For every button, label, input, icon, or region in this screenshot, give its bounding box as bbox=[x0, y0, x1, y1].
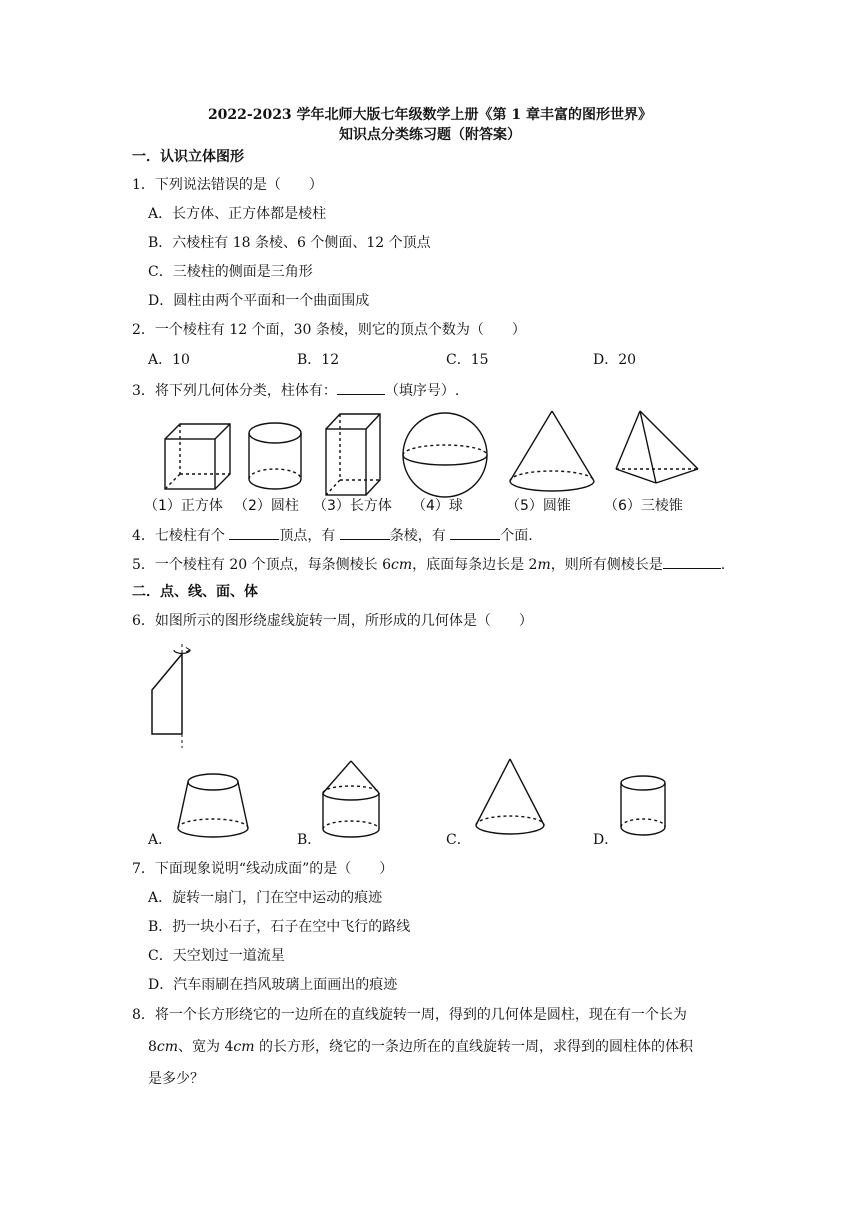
question-7-option-b: B．扔一块小石子，石子在空中飞行的路线 bbox=[148, 919, 411, 935]
frustum-figure bbox=[178, 774, 248, 837]
question-2-stem: 2．一个棱柱有 12 个面，30 条棱，则它的顶点个数为（ ） bbox=[132, 322, 526, 338]
cone-on-cylinder-figure bbox=[323, 761, 379, 837]
question-2-option-b: B．12 bbox=[297, 352, 340, 368]
question-1-option-d: D．圆柱由两个平面和一个曲面围成 bbox=[148, 293, 370, 309]
page-title: 2022-2023 学年北师大版七年级数学上册《第 1 章丰富的图形世界》 bbox=[207, 107, 653, 123]
question-1-stem: 1．下列说法错误的是（ ） bbox=[132, 177, 323, 193]
question-7-option-a: A．旋转一扇门，门在空中运动的痕迹 bbox=[148, 890, 383, 906]
sphere-figure bbox=[403, 413, 487, 497]
cube-figure bbox=[165, 424, 230, 489]
question-8-text-a: 8 bbox=[148, 1039, 157, 1055]
question-8-text-c: 的长方形，绕它的一条边所在的直线旋转一周，求得到的圆柱体的体积 bbox=[254, 1039, 693, 1055]
page-subtitle: 知识点分类练习题（附答案） bbox=[339, 127, 521, 143]
section-heading-1: 一．认识立体图形 bbox=[132, 149, 244, 165]
question-1-option-a: A．长方体、正方体都是棱柱 bbox=[148, 206, 327, 222]
question-2-option-d: D．20 bbox=[593, 352, 637, 368]
figure-caption-6: （6）三棱锥 bbox=[604, 498, 683, 514]
unit-cm: cm bbox=[156, 1039, 179, 1055]
question-8-text-b: 、宽为 4 bbox=[178, 1039, 234, 1055]
question-6-stem: 6．如图所示的图形绕虚线旋转一周，所形成的几何体是（ ） bbox=[132, 613, 533, 629]
question-8-line-2 bbox=[148, 1040, 693, 1054]
question-6-option-d: D． bbox=[593, 832, 619, 848]
question-8-line-1: 8．将一个长方形绕它的一边所在的直线旋转一周，得到的几何体是圆柱，现在有一个长为 bbox=[132, 1007, 687, 1023]
question-4-text-2: 顶点，有 bbox=[279, 528, 340, 544]
answer-blank bbox=[663, 556, 721, 569]
cone-figure bbox=[476, 759, 544, 834]
rotation-shape-figure bbox=[140, 640, 220, 750]
question-6-option-c: C． bbox=[446, 832, 471, 848]
question-7-option-d: D．汽车雨刷在挡风玻璃上面画出的痕迹 bbox=[148, 977, 398, 993]
unit-m: m bbox=[537, 557, 551, 573]
question-4-text-3: 条棱，有 bbox=[389, 528, 451, 544]
question-5-text-3: ，则所有侧棱长是 bbox=[550, 557, 663, 573]
section-heading-2: 二．点、线、面、体 bbox=[132, 584, 258, 600]
unit-cm: cm bbox=[233, 1039, 255, 1055]
question-5-text-2: ，底面每条边长是 2 bbox=[412, 557, 538, 573]
cone-figure bbox=[510, 411, 594, 491]
figure-caption-4: （4）球 bbox=[412, 498, 463, 514]
question-7-stem: 7．下面现象说明“线动成面”的是（ ） bbox=[132, 861, 394, 877]
question-5 bbox=[132, 556, 725, 572]
question-2-option-a: A．10 bbox=[148, 352, 190, 368]
figure-caption-2: （2）圆柱 bbox=[234, 498, 299, 514]
question-8-line-3: 是多少？ bbox=[148, 1071, 204, 1087]
question-3-stem-text: 3．将下列几何体分类，柱体有： bbox=[132, 383, 337, 399]
question-4 bbox=[132, 527, 533, 543]
question-6-option-b: B． bbox=[297, 832, 322, 848]
question-1-option-c: C．三棱柱的侧面是三角形 bbox=[148, 264, 313, 280]
answer-blank bbox=[340, 527, 390, 540]
question-7-option-c: C．天空划过一道流星 bbox=[148, 948, 285, 964]
question-1-option-b: B．六棱柱有 18 条棱、6 个侧面、12 个顶点 bbox=[148, 235, 431, 251]
figure-caption-3: （3）长方体 bbox=[313, 498, 392, 514]
figure-caption-1: （1）正方体 bbox=[144, 498, 223, 514]
answer-blank bbox=[337, 382, 385, 395]
question-6-option-a: A． bbox=[148, 832, 173, 848]
answer-solids-figure bbox=[0, 755, 860, 848]
question-3-stem-tail: （填序号）. bbox=[384, 383, 460, 399]
question-4-text-4: 个面. bbox=[500, 528, 533, 544]
question-3-stem bbox=[132, 382, 459, 398]
question-5-text-4: . bbox=[720, 557, 726, 573]
cylinder-figure bbox=[621, 776, 665, 835]
cuboid-figure bbox=[326, 414, 380, 495]
figure-caption-5: （5）圆锥 bbox=[506, 498, 571, 514]
question-5-text-1: 5．一个棱柱有 20 个顶点，每条侧棱长 6 bbox=[132, 557, 391, 573]
question-2-option-c: C．15 bbox=[446, 352, 489, 368]
answer-blank bbox=[229, 527, 279, 540]
cylinder-figure bbox=[249, 423, 301, 489]
answer-blank bbox=[450, 527, 500, 540]
question-4-text-1: 4．七棱柱有个 bbox=[132, 528, 230, 544]
unit-cm: cm bbox=[390, 557, 413, 573]
triangular-pyramid-figure bbox=[616, 411, 698, 483]
